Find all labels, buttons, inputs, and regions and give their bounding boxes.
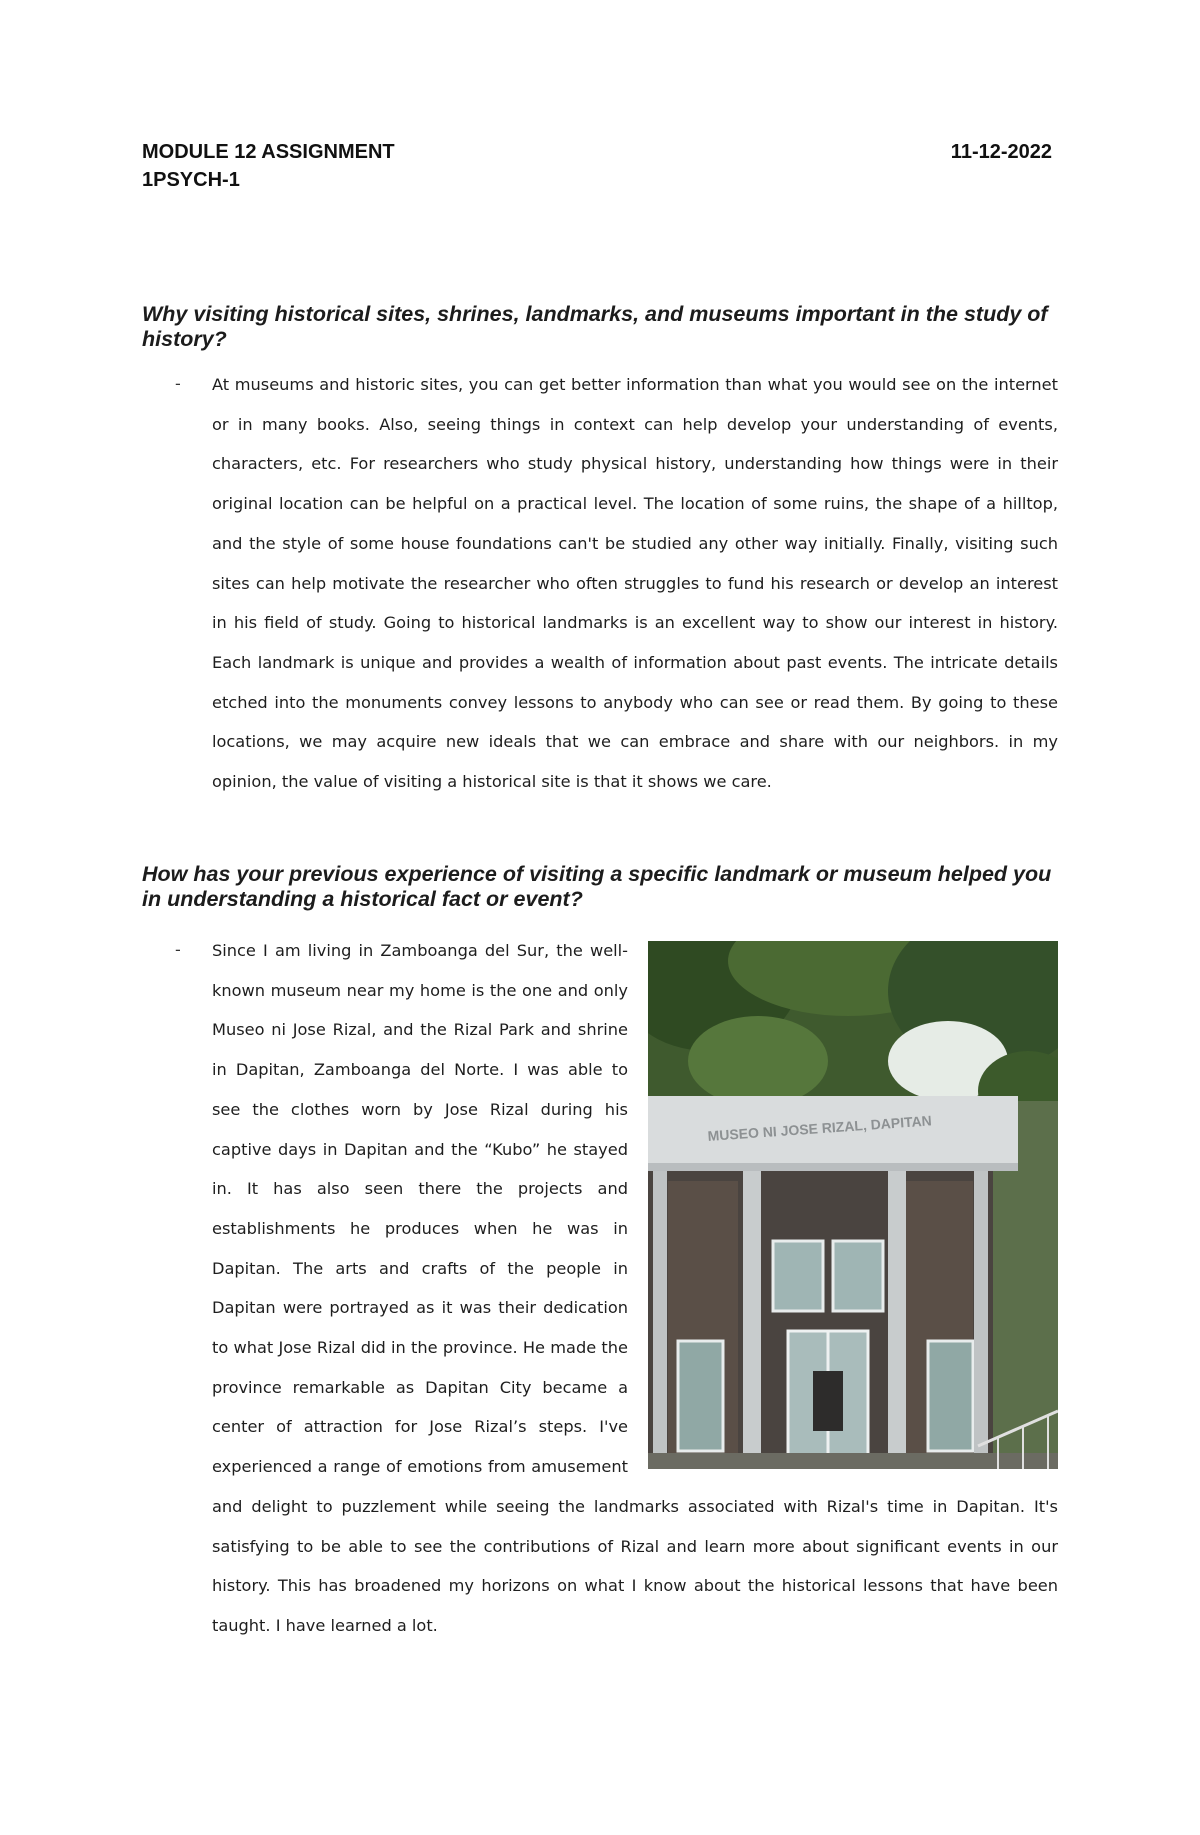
bullet-dash-1: - [175,374,181,393]
document-date: 11-12-2022 [950,141,1052,163]
museum-photo [648,941,1058,1469]
answer-1: At museums and historic sites, you can get better information than what you would see on the internet or in many books. Also, seeing things in context can help develop your understanding of events, characters, etc. For researchers who study physical history, understanding how things were in their original location can be helpful on a practical level. The location of some ruins, the shape of a hilltop, and the style of some house foundations can't be studied any other way initially. Finally, visiting such sites can help motivate the researcher who often struggles to fund his research or develop an interest in his field of study. Going to historical landmarks is an excellent way to show our interest in history. Each landmark is unique and provides a wealth of information about past events. The intricate details etched into the monuments convey lessons to anybody who can see or read them. By going to these locations, we may acquire new ideals that we can embrace and share with our neighbors. in my opinion, the value of visiting a historical site is that it shows we care. [212,375,1058,792]
question-2: How has your previous experience of visiting a specific landmark or museum helped you in understanding a historical fact or event? [142,862,1052,911]
answer-2-container [212,931,1058,1646]
photo-sign-text: MUSEO NI JOSE RIZAL, DAPITAN [707,1112,933,1144]
class-code: 1PSYCH-1 [142,169,240,191]
question-1: Why visiting historical sites, shrines, landmarks, and museums important in the study of history? [142,302,1048,351]
answer-2: Since I am living in Zamboanga del Sur, the well-known museum near my home is the one and only Museo ni Jose Rizal, and the Rizal Park and shrine in Dapitan, Zamboanga del Norte. I was able to see the clothes worn by Jose Rizal during his captive days in Dapitan and the “Kubo” he stayed in. It has also seen there the projects and establishments he produces when he was in Dapitan. The arts and crafts of the people in Dapitan were portrayed as it was their dedication to what Jose Rizal did in the province. He made the province remarkable as Dapitan City became a center of attraction for Jose Rizal’s steps. I've experienced a range of emotions from amusement and delight to puzzlement while seeing the landmarks associated with Rizal's time in Dapitan. It's satisfying to be able to see the contributions of Rizal and learn more about significant events in our history. This has broadened my horizons on what I know about the historical lessons that have been taught. I have learned a lot. [212,941,1058,1635]
module-title: MODULE 12 ASSIGNMENT [142,141,395,163]
bullet-dash-2: - [175,940,181,959]
